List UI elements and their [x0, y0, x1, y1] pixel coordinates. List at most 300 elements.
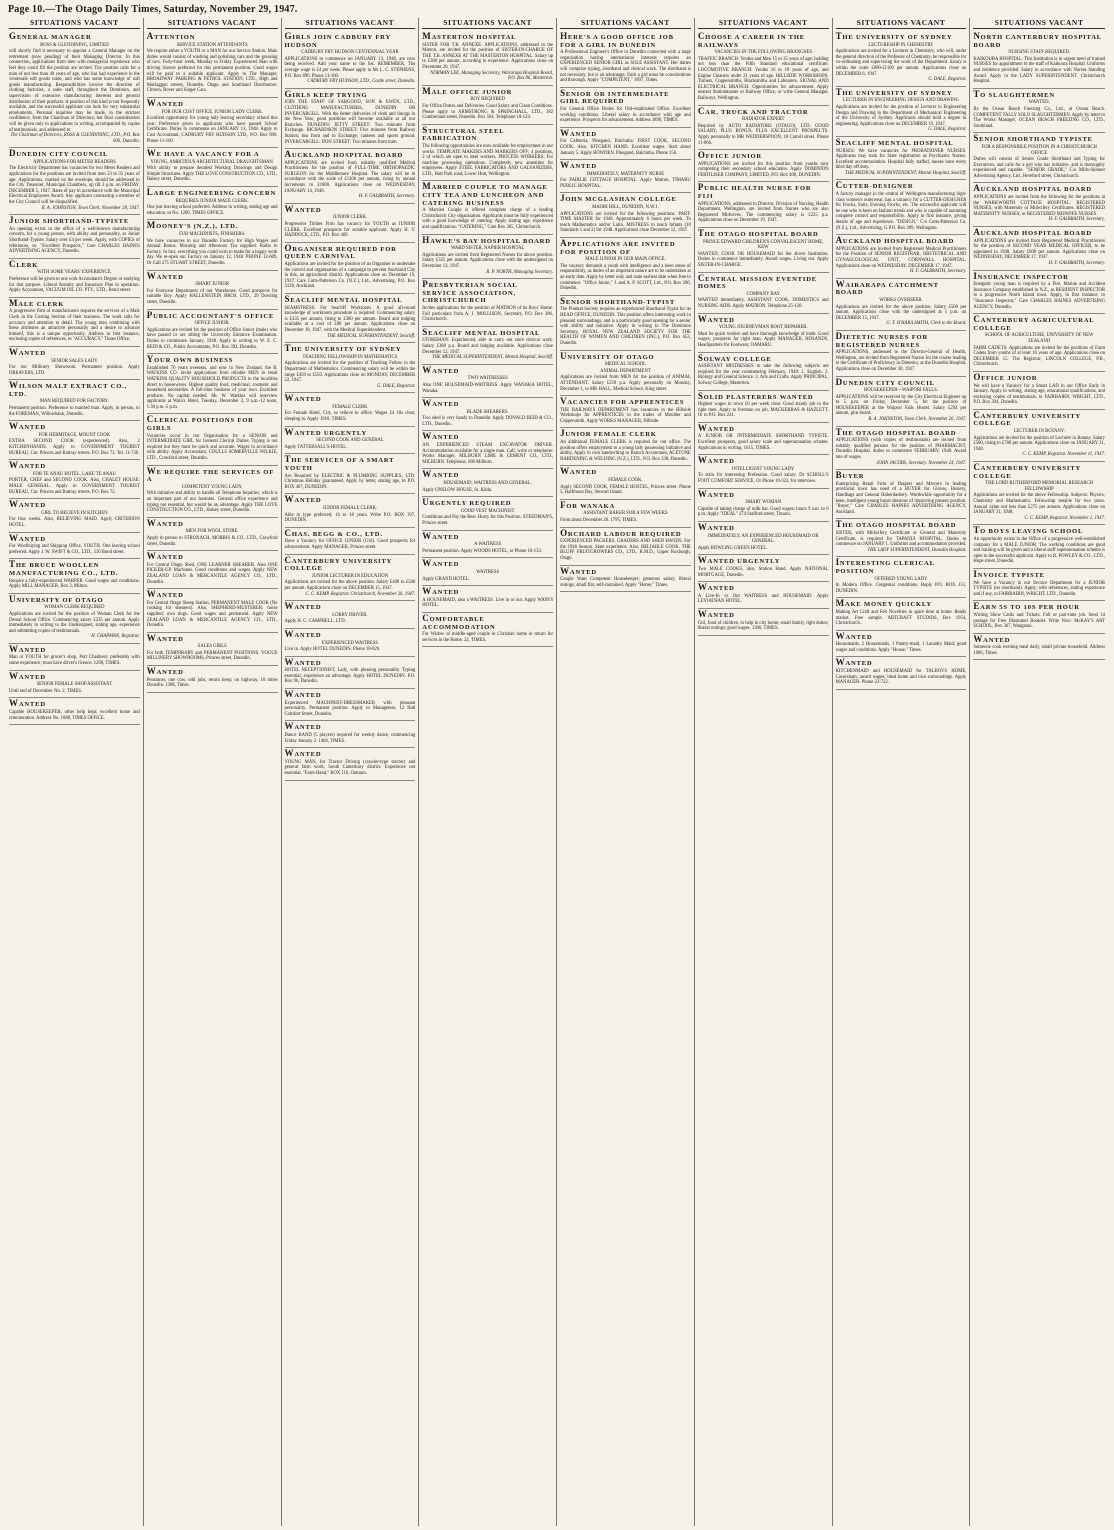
ad-title: WANTED: [560, 466, 597, 477]
classified-ad: [560, 466, 691, 499]
ad-body: Duties will consist of Senior Grade Shorthand and Typing for Executives, and calls for a girl who has initiative, and is thoroughly experienced and capable. "SENIOR GRADE," C/o Mills-Skinner Advertising Agency, Ltd., Hereford street, Christchurch.: [973, 157, 1105, 179]
column-heading: SITUATIONS VACANT: [973, 18, 1105, 29]
ad-title: AUCKLAND HOSPITAL BOARD: [284, 149, 404, 160]
ad-body: NURSES: We have vacancies for PROBATIONER NURSES. Applicants may train for State registration as Psychiatric Nurses. Excellent accommodation. Hospital fully staffed, nurses have every third day off duty.: [835, 148, 967, 171]
ad-title: WANTED: [422, 469, 460, 480]
classified-ad: [9, 215, 140, 259]
ad-title: CANTERBURY UNIVERSITY COLLEGE: [973, 462, 1081, 480]
classified-ad: [9, 698, 140, 725]
ad-title: CUTTER-DESIGNER: [835, 180, 914, 191]
ad-title: WANTED: [973, 633, 1011, 644]
classified-ad: [9, 380, 140, 421]
ad-signature: NORMAN LEE, Managing Secretary, Wairarapa Hospital Board, P.O. Box 96, Masterton.: [430, 70, 554, 82]
ad-subheading: YOUNG, AMBITIOUS ARCHITECTURAL DRAUGHTSMAN.: [150, 159, 274, 165]
ad-subheading: WOMAN CLERK REQUIRED: [44, 605, 105, 611]
ad-subheading: WAITRESS: [476, 569, 500, 575]
ad-body: Live in. Apply HOTEL DUNEDIN. Phone 10-026.: [284, 647, 381, 653]
classified-ad: [147, 187, 278, 220]
ad-body: For FAIRLIE COTTAGE HOSPITAL. Apply Matron, TIMARU PUBLIC HOSPITAL.: [560, 178, 691, 189]
ad-body: A Live-In or Out WAITRESS and HOUSEMAID. Apply LEVIATHAN HOTEL.: [697, 593, 829, 605]
ad-body: Preference will be given to one with Accountant's Degree or studying for that purpose. Liberal Annuity and Insurance Plan in operation. Apply Accountant, VACUUM OIL CO. PTY., LTD., Bond street.: [9, 276, 140, 294]
classified-ad: [836, 631, 967, 658]
ad-subheading: LECTURER IN ENGINEERING DESIGN AND DRAWING: [842, 98, 960, 104]
ad-body: Also ONE HOUSEMAID-WAITRESS. Apply WANAKA HOTEL, Wanaka.: [422, 382, 554, 394]
ad-body: APPLICATIONS are invited from Registered Medical Practitioners for the position of SECOND YEAR MEDICAL OFFICER, to be appointed in 1948. Salary £800 per annum. Applications close on WEDNESDAY, DECEMBER 17, 1947.: [973, 238, 1105, 261]
ad-body: In Modern Office. Congenial conditions. Reply P.O. BOX 151, DUNEDIN.: [835, 583, 967, 594]
ad-subheading: APPLICATIONS FOR METER READERS: [33, 159, 116, 165]
column-8: [970, 18, 1108, 1526]
classified-ad: [836, 598, 967, 630]
classified-ad: [9, 298, 140, 347]
ad-signature: G. DALE, Registrar.: [928, 127, 967, 133]
ad-title: WANTED: [697, 422, 735, 433]
classified-ad: [9, 594, 140, 644]
ad-title: WANTED: [146, 270, 184, 281]
ad-title: WANTED: [560, 160, 597, 171]
ad-subheading: TEACHING FELLOWSHIP IN MATHEMATICS: [302, 354, 398, 360]
ad-body: Vacancies occur in our Organisation for a SENIOR and INTERMEDIATE GIRL for General Clerical Duties. Typing is not required but they must be quick and accurate. Wages in accordance with ability. Apply Accountant, COULLS SOMERVILLE WILKIE, LTD., Crawford street, Dunedin.: [146, 433, 278, 462]
ad-title: WANTED: [422, 431, 460, 442]
classified-ad: [147, 414, 278, 465]
ad-body: Applications are invited from MEN for the position of ANIMAL ATTENDANT. Salary £258 p.a. Apply personally on Monday, December 1, to MR HALL, Medical School, King street.: [560, 375, 691, 392]
ad-title: TO SLAUGHTERMEN: [973, 88, 1055, 99]
classified-ad: [422, 497, 553, 530]
classified-ad: [9, 31, 140, 148]
ad-title: WANTED: [9, 421, 46, 432]
ad-title: WE HAVE A VACANCY FOR A: [146, 148, 260, 159]
classified-ad: [285, 243, 416, 294]
classified-ad: [9, 644, 140, 671]
ad-subheading: FOR A RESPONSIBLE POSITION IN A CHRISTCHURCH OFFICE: [981, 144, 1097, 156]
ad-body: Permanent position. Preference to married man. Apply, in person, to the FOREMAN, Willowbank, Dunedin.: [9, 406, 140, 417]
ad-subheading: LORRY DRIVER.: [332, 612, 368, 618]
ad-body: WANTED immediately, ASSISTANT COOK, DOMESTICS and NURSING AIDS. Apply MATRON. Telephone 25-120.: [697, 298, 829, 309]
ad-title: WANTED URGENTLY: [284, 426, 368, 437]
ad-body: Apply in person to STRONACH, MORRIS & CO., LTD., Crawford street, Dunedin.: [146, 535, 278, 547]
ad-body: For both TEMPORARY and PERMANENT POSITIONS. VOGUE MILLINERY SHOWROOMS, Princes street, Dunedin.: [146, 650, 278, 662]
classified-ad: [560, 160, 691, 193]
ad-title: WANTED: [9, 499, 46, 510]
ad-body: Until end of December. No. 2, TIMES.: [9, 688, 83, 694]
ad-title: WE REQUIRE THE SERVICES OF A: [146, 465, 274, 484]
ad-signature: H. F. GALBRAITH, Secretary.: [909, 269, 967, 275]
ad-body: A Married Couple is offered complete charge of a leading Christchurch City organisation. Applicants must be fully experienced with a good knowledge of catering. Apply stating age, experience and qualifications. "CATERING," Care Box 365, Christchurch.: [422, 208, 554, 231]
ad-title: URGENTLY REQUIRED: [422, 497, 512, 508]
ad-subheading: SERVICE STATION ATTENDANTS: [176, 42, 248, 48]
ad-body: We will have a Vacancy for a Smart LAD in our Office Early in January. Apply in writing, stating age, educational qualifications, and enclosing copies of testimonials, to FAIRBAIRN, WRIGHT, LTD., P.O. Box 394, Dunedin.: [973, 383, 1105, 406]
ad-body: SISTER, with Midwifery Certificate or General and Maternity Certificate, is required for TAPANUI HOSPITAL. Duties to commence on JANUARY 1. Uniforms and accommodation provided.: [835, 530, 967, 548]
ad-subheading: VACANCIES IN THE FOLLOWING BRANCHES: [714, 50, 813, 56]
classified-ad: [285, 555, 416, 602]
classified-ad: [560, 296, 691, 351]
ad-body: Required by AUTO RADIATORS (OTAGO), LTD. GOOD SALARY, PLUS BONUS, PLUS EXCELLENT PROSPECTS. Apply personally to MR WEDDERSPOON, 18 Carroll street. Phone 11-066.: [697, 123, 829, 146]
ad-title: SOLWAY COLLEGE: [697, 352, 772, 363]
ad-title: WANTED: [9, 670, 46, 681]
ad-subheading: YOUNG JOURNEYMAN BOOT REPAIRER.: [718, 325, 808, 331]
ad-subheading: FOR OUR COST OFFICE, JUNIOR LADY CLERK.: [161, 109, 263, 115]
ad-title: WANTED: [9, 643, 46, 654]
ad-title: CLERK: [9, 258, 39, 269]
classified-ad: [285, 721, 416, 748]
ad-body: APPLICATIONS are invited from Registered Medical Practitioners for the Position of SENIOR REGISTRAR, OBSTETRICAL AND GYNAECOLOGICAL UNIT, CORNWALL HOSPITAL. Applications close on WEDNESDAY, DECEMBER 17, 1947.: [835, 246, 967, 269]
classified-ad: [973, 569, 1105, 601]
ad-title: WANTED: [560, 127, 597, 138]
ad-title: NORTH CANTERBURY HOSPITAL BOARD: [973, 31, 1102, 49]
ad-signature: C. C. KEMP, Registrar. November 1, 1947.: [1024, 515, 1105, 521]
ad-body: Applications are invited for the position of an Organiser to undertake the control and organisation of a campaign to prevent Auckland City in this, an agricultural district. Applications close on December 19, 1947. Care Cutts-Patterson Co. (N.Z.), Ltd., Advertising, P.O. Box 3120, Auckland.: [284, 262, 416, 290]
ad-body: Applications are invited for the position of Office Junior (male) who have passed or are sitting the University Entrance Examination. Duties to commence January, 1948. Apply in writing to W. E. C. REID & CO., Public Accountants, P.O. Box 392, Dunedin.: [146, 327, 278, 350]
classified-ad: [836, 519, 967, 557]
ad-title: THE OTAGO HOSPITAL BOARD: [835, 519, 957, 530]
classified-ad: [285, 149, 416, 204]
ad-subheading: BLADE SHEARERS.: [466, 409, 509, 415]
ad-signature: G. DALE, Registrar.: [377, 383, 416, 389]
classified-ad: [422, 586, 553, 613]
column-1: [6, 18, 144, 1526]
ad-title: COMFORTABLE ACCOMMODATION: [422, 612, 496, 631]
ad-body: Girl, fond of children, to help in city home; small family, light duties; liberal outings; good wages. 1306, TIMES.: [697, 620, 829, 632]
classified-ad: [560, 396, 691, 428]
ad-body: From about December 20. 1795, TIMES.: [560, 518, 638, 523]
classified-ad: [422, 235, 553, 280]
ad-title: MALE OFFICE JUNIOR: [422, 85, 513, 96]
ad-title: WANTED: [284, 748, 322, 759]
ad-title: CHAS. BEGG & CO., LTD.: [284, 527, 383, 538]
ad-signature: The Chairman of Directors, ROSS & GLENDINING, LTD., P.O. Box 606, Dunedin.: [10, 133, 140, 144]
classified-ad: [698, 314, 829, 353]
classified-ad: [973, 634, 1105, 661]
ad-signature: H. F. GALBRAITH, Secretary.: [1048, 217, 1105, 223]
classified-ad: [973, 31, 1105, 89]
ad-title: OFFICE JUNIOR: [973, 371, 1038, 382]
classified-ad: [147, 31, 278, 98]
ad-subheading: RADIATOR EXPERT: [742, 117, 785, 123]
ad-body: Capable HOUSEKEEPER; other help kept; excellent home and remuneration. Address No. 1080, TIMES OFFICE.: [9, 710, 140, 721]
ad-title: WILSON MALT EXTRACT CO., LTD.: [9, 380, 128, 398]
ad-body: By the Ocean Beach Freezing Co., Ltd., at Ocean Beach. COMPETENT TALLY SOLO SLAUGHTERMEN. Apply by letter to The Works Manager, OCEAN BEACH FREEZING CO., LTD., Southland.: [973, 106, 1105, 129]
ad-body: Dance BAND (5 players) required for weekly dance, commencing Friday January 2. 1404, TIMES.: [284, 733, 416, 744]
classified-ad: [836, 137, 967, 181]
ad-title: CLERICAL POSITIONS FOR GIRLS: [146, 414, 254, 433]
classified-ad: [836, 377, 967, 427]
classified-ad: [285, 689, 416, 721]
ad-body: We have vacancies in our Dunedin Factory for High Wages and Annual Bonus. Morning and Afternoon Tea supplied. Radio in Factory. In fact, everything you could wish to make for a happy work day. We re-open our Factory on January 12, 1948. PHONE 12-609, Or Call 275 STUART STREET, Dunedin.: [146, 238, 278, 266]
ad-title: HAWKE'S BAY HOSPITAL BOARD: [422, 234, 551, 245]
ad-body: Man or YOUTH for grocer's shop, Port Chalmers; preferably with some experience; must have driver's licence. 1200, TIMES.: [9, 655, 140, 667]
ad-subheading: OFFERED YOUNG LADY: [874, 576, 928, 582]
ad-body: STOREMAN: Experienced, able to carry out store clerical work. Salary £380 p.a. Board and lodging available. Applications close December 12, 1947.: [422, 338, 554, 355]
classified-ad: [422, 86, 553, 125]
ad-subheading: FOR TE ANAU HOTEL, LAKE TE ANAU: [32, 471, 116, 477]
classified-ad: [973, 89, 1105, 134]
ad-body: Apply SECOND COOK, FEMALE HOSTEL, Princes street. Phone 5, Halfmoon Bay, Stewart Island.: [560, 484, 691, 496]
ad-subheading: EXPERIENCED WAITRESS: [321, 640, 378, 646]
ad-body: We have a Vacancy in our Invoice Department for a JUNIOR TYPISTE (no shorthand). Apply, with references, stating experience and if any, to FAIRBAIRN, WRIGHT, LTD., Dunedin.: [973, 580, 1105, 597]
classified-ad: [147, 666, 278, 693]
ad-title: WANTED: [422, 364, 460, 375]
ad-title: WANTED: [422, 586, 460, 597]
ad-title: MASTERTON HOSPITAL: [422, 31, 517, 41]
ad-body: For General Office Duties for Old-established Office. Excellent working conditions. Liberal salary in accordance with age and experience. Prospects for advancement. Address 1896, TIMES.: [560, 106, 691, 124]
ad-title: WANTED: [422, 530, 460, 541]
ad-subheading: FUR MACHINISTS, FINISHERS.: [179, 232, 246, 238]
ad-title: WANTED: [697, 522, 735, 532]
ad-title: WANTED: [284, 721, 322, 732]
classified-ad: [698, 582, 829, 609]
column-6: [695, 18, 833, 1526]
ad-title: JOHN MCGLASHAN COLLEGE: [560, 193, 677, 204]
classified-ad: [698, 228, 829, 273]
ad-body: For Woolbuying and Shipping Office, YOUTH. One leaving school preferred. Apply J. W. SWIFT & CO., LTD., 110 Bond street.: [9, 544, 140, 555]
ad-body: For Office Duties and Deliveries. Good Salary and Clean Conditions. Please apply to ARMSTRONG & SPRINGHALL, LTD., 182 Cumberland street, Dunedin. Box 504. Telephone 10-124.: [422, 103, 554, 121]
ad-body: Have a Vacancy for OFFICE JUNIOR (Girl). Good prospects for advancement. Apply MANAGER, Princes street.: [284, 539, 416, 550]
ad-title: PRESBYTERIAN SOCIAL SERVICE ASSOCIATION, CHRISTCHURCH: [422, 279, 518, 305]
ad-signature: THE LADY SUPERINTENDENT, Dunedin Hospital.: [867, 547, 967, 553]
ad-body: Two shed is very handy to Dunedin. Apply DONALD REID & CO., LTD., Dunedin.: [422, 416, 554, 427]
classified-ad: [973, 227, 1105, 271]
ad-title: MARRIED COUPLE TO MANAGE CITY TEA AND LUNCHEON AND CATERING BUSINESS: [422, 181, 548, 207]
ad-subheading: SENIOR SALES LADY: [51, 358, 98, 364]
classified-ad: [285, 294, 416, 343]
ad-title: THE SERVICES OF A SMART YOUTH: [284, 454, 395, 473]
classified-ad: [285, 601, 416, 629]
ad-title: WANTED: [284, 628, 322, 639]
ad-title: WANTED: [9, 460, 46, 471]
ad-signature: G. T. O'HARA SMITH, Clerk to the Board.: [886, 321, 967, 327]
ad-body: APPLICATIONS will be received by the City Electrical Engineer up to 5 p.m. on Friday, December 5, for the position of HOUSEKEEPER at the Waipori Falls Hostel. Salary £294 per annum, plus board.: [835, 394, 967, 417]
ad-title: GENERAL MANAGER: [9, 31, 92, 41]
ad-title: DIETETIC NURSES FOR REGISTERED NURSES: [835, 330, 929, 349]
ad-subheading: FEMALE CLERK: [332, 404, 368, 410]
ad-body: Excellent opportunity for young lady leaving secondary school this year. Preference given to applicants who have passed School Certificate. Duties to commence on JANUARY 13, 1948. Apply to Cost Accountant, CADBURY FRY HUDSON LTD., P.O. Box 890. Phone 11-160.: [146, 116, 278, 144]
ad-subheading: IMMEDIATELY, MATERNITY NURSE: [586, 171, 665, 177]
classified-ad: [147, 518, 278, 551]
ad-body: For Central Otago Sheep Station, PERMANENT MALE COOK (No cooking for shearers). Also, SHEPHERD-MUSTERER; horse supplied; own dogs. Good wages and permanent. Apply NEW ZEALAND LOAN & MERCANTILE AGENCY CO., LTD., Dunedin.: [146, 600, 278, 629]
ad-title: WANTED: [697, 313, 735, 324]
ad-body: FARM CADETS: Applications are invited for the positions of Farm Cadets from youths of at least 16 years of age. Applications close on DECEMBER 15. The Registrar, LINCOLN COLLEGE, P.B., Christchurch.: [973, 345, 1105, 368]
classified-ad: [698, 182, 829, 228]
classified-ad: [560, 428, 691, 466]
classified-ad: [836, 557, 967, 598]
ad-title: VACANCIES FOR APPRENTICES: [560, 396, 685, 407]
ad-title: WANTED: [146, 666, 184, 677]
classified-ad: [422, 431, 553, 469]
ad-body: A factory manager in the central of Wellington manufacturing high-class women's outerwear, has a vacancy for a CUTTER-DESIGNER for Frocks, Suits, Evening Frocks, etc. The successful applicant will be one who is keen on fashion trends and who is capable of assuming complete control and responsibility. Apply in first instance, giving details of age and experience. "DESIGN," C/o Cutts-Patterson Co. (N.Z.), Ltd., Advertising, G.P.O. Box 309, Wellington.: [835, 192, 967, 231]
ad-body: APPLICATIONS, addressed to the Director-General of Health, Wellington, are invited from Registered Nurses for the course leading to the Certificate of Proficiency in Dietetics, at the Dunedin Hospital. Applications close on December 30, 1947.: [835, 350, 967, 372]
ad-body: KAIKOURA HOSPITAL: This Institution is in urgent need of trained NURSES for appointment to the staff of Kaikoura Hospital. Uniforms and residence provided. Salary in accordance with Nurses Standing Award. Apply to the LADY SUPERINTENDENT, Christchurch Hospital.: [973, 56, 1105, 85]
classified-ad: [422, 181, 553, 234]
ad-subheading: LECTURER IN BOTANY.: [1013, 429, 1065, 435]
ad-subheading: LECTURESHIP IN CHEMISTRY: [868, 42, 934, 48]
classified-ad: [9, 671, 140, 699]
ad-subheading: ROSS & GLENDINING, LIMITED: [40, 42, 109, 48]
ad-body: will shortly find it necessary to appoint a General Manager on the retirement (now pending) of their Managing Director. In this connection, applications from men with managerial experience who feel they could fill the position are invited. The position calls for a man of not less than 40 years of age, who has had experience in the wholesale soft goods trade, and who has some knowledge of soft goods manufacturing. Responsibilities involve the direction of clothing factories, a sales staff, throughout the Dominion, and supervision of extensive manufacturing interests and general distribution of their products. A position of this kind is not frequently available, and the successful applicant can look for very substantial emoluments. Personal inquiries may be made, in the strictest confidence, from the Chairman of Directors; but final consideration will be given only to applications in writing, accompanied by copies of testimonials, and addressed to: [9, 49, 140, 133]
ad-title: THE OTAGO HOSPITAL BOARD: [697, 228, 819, 239]
ad-body: A progressive firm of manufacturers requires the services of a Male Clerk in the Costing Section of their business. The work calls for accuracy and attention to detail. The young man combining with these attributes an attractive personality and a desire to advance himself, this is a unique opportunity. Address in first instance, enclosing copies of references, to "ACCURACY," Times Office.: [9, 309, 140, 343]
ad-title: DUNEDIN CITY COUNCIL: [835, 376, 935, 387]
ad-body: For Cafeteria, Pinegand, Balclutha: FIRST COOK, SECOND COOK. Also, KITCHEN HAND. Excellent wages. Start about January 5. Apply BOWDEN, Pinegand, Balclutha. Phone 156.: [560, 139, 691, 156]
ad-body: Experienced MACHINIST-DRESSMAKER with pleasant personality. Permanent position. Apply to Manageress, 12 Hall Comfort Street, Dunedin.: [284, 700, 416, 717]
ad-body: The following opportunities are now available for employment in our works: TEMPLATE MAKERS AND MARKERS OFF; 4 positions, 2 of which are open to steel workers. PROCESS WORKERS: For machine processing operations. Completely new amenities for employees. Apply STEEL FABRICATORS AND GALVANIZERS, LTD., Hutt Park road, Lower Hutt, Wellington.: [422, 143, 554, 177]
classified-ad: [836, 180, 967, 235]
classified-ad: [560, 528, 691, 566]
classified-ad: [422, 125, 553, 182]
ad-title: SEACLIFF MENTAL HOSPITAL: [835, 136, 954, 147]
ad-signature: H. CHAPMAN, Registrar.: [91, 634, 140, 640]
column-2: [144, 18, 282, 1526]
ad-signature: H. F. GALBRAITH, Secretary.: [1048, 261, 1105, 266]
ad-body: AN EXPERIENCED STEAM EXCAVATOR DRIVER. Accommodation available for a single man. Call, write or telephone: Works Manager, MILBURN LIME & CEMENT CO., LTD., MILBURN. Telephone, 686 Milburn.: [422, 443, 554, 465]
ad-body: THE RAILWAYS DEPARTMENT has vacancies in the Hillside Workshops for APPRENTICES in the trades of Moulder and Coppersmith. Apply WORKS MANAGER, Hillside.: [560, 407, 691, 424]
classified-ad: [560, 193, 691, 238]
ad-body: Applications are invited for the position of Woman Clerk for the Dental School Office. Commencing salary £235 per annum. Apply immediately in writing to the Undersigned, stating age, experience and submitting copies of testimonials.: [9, 611, 140, 634]
ad-subheading: JUNIOR FEMALE CLERK.: [322, 506, 378, 511]
ad-body: YOUNG MAN, for Tractor Driving (crawler-type tractor) and general farm work, South Canterbury district. Experience not essential. "Farm Hand," BOX 116, Oamaru.: [284, 759, 416, 776]
classified-ad: [560, 88, 691, 128]
ad-title: WANTED: [284, 656, 322, 667]
ad-title: MOONEY'S (N.Z.), LTD.: [146, 220, 239, 231]
classified-ad: [285, 454, 416, 494]
ad-subheading: SMART JUNIOR: [195, 282, 229, 288]
ad-signature: R. A. JOHNSTON, Town Clerk. November 28, 1947.: [41, 205, 140, 211]
ad-title: INVOICE TYPISTE: [973, 568, 1045, 579]
ad-signature: H. F. GALBRAITH, Secretary.: [358, 194, 416, 200]
ad-body: APPLICATIONS are invited for this position from youths now completing their secondary school education. Apply DOMINION FERTILISER COMPANY, LIMITED, P.O. Box 400, DUNEDIN.: [697, 161, 829, 178]
ad-title: PUBLIC HEALTH NURSE FOR FIJI: [697, 182, 812, 201]
ad-body: Applications are invited for the above position. Salary £400 to £500 per annum. Applications close on DECEMBER 15, 1947.: [284, 580, 416, 591]
classified-ad: [147, 354, 278, 414]
column-5: [557, 18, 695, 1526]
ad-title: JUNIOR FEMALE CLERK: [560, 428, 657, 439]
ad-body: Apply GRAND HOTEL.: [422, 576, 470, 582]
column-4: [419, 18, 557, 1526]
column-heading: SITUATIONS VACANT: [9, 18, 140, 29]
ad-title: THE UNIVERSITY OF SYDNEY: [835, 86, 953, 97]
classified-ad: [147, 220, 278, 270]
classified-ad: [9, 421, 140, 460]
ad-body: Making Art Craft and Felt Novelties in spare time at home. Ready market. Free sample. ARTCRAFT STUDIOS, Box 1954, Christchurch.: [835, 609, 967, 627]
ad-subheading: SMART WOMAN: [745, 500, 782, 506]
classified-ad: [422, 327, 553, 365]
classified-ad: [973, 271, 1105, 315]
ad-body: Applications are invited for the position of Lecturer in Engineering Design and Drawing in the Department of Mechanical Engineering of the University of Sydney. Applicants should hold a degree in engineering. Applications close on DECEMBER 19, 1947.: [835, 104, 967, 127]
ad-title: APPLICATIONS ARE INVITED FOR POSITION OF: [560, 238, 676, 256]
ad-title: YOUR OWN BUSINESS: [146, 354, 234, 365]
ad-title: SENIOR SHORTHAND-TYPIST: [560, 295, 676, 306]
ad-body: Require a fully-experienced WARPER. Good wages and conditions. Apply MILL MANAGER, Box 2, Milton.: [9, 578, 140, 590]
ad-body: Are Required by ELECTRIC & PLUMBING SUPPLIES, LTD. Christmas Holiday guaranteed. Apply by letter, stating age, to P.O. BOX 467, DUNEDIN.: [284, 473, 416, 490]
classified-ad: [973, 133, 1105, 183]
columns-container: [6, 18, 1108, 1526]
ad-body: The Plunket Society requires an experienced Shorthand-Typist for its HEAD OFFICE, DUNEDIN. This position offers interesting work in pleasant surroundings, and is a particularly good opening for a senior with ability and initiative. Apply in writing to The Dominion Secretary, ROYAL NEW ZEALAND SOCIETY FOR THE HEALTH OF WOMEN AND CHILDREN (INC.), P.O. Box 653, Dunedin.: [560, 307, 691, 346]
ad-subheading: SENIOR FEMALE SHOP ASSISTANT: [36, 682, 113, 688]
ad-title: WANTED: [284, 494, 322, 505]
classified-ad: [698, 522, 829, 555]
ad-body: The vacancy demands a youth with intelligence and a keen sense of responsibility, as duties of an important nature are to be undertaken at an early date. Apply by letter only and state earliest date when free to commence. "Office Junior," J. and A. P. SCOTT, Ltd., P.O. Box 200, Dunedin.: [560, 263, 691, 292]
ad-body: The Electricity Department has vacancies for two Meter Readers and applications for the positions are invited from men 23 to 35 years of age. Applications, marked on the envelope, should be addressed to the City Treasurer, Municipal Chambers, up till 3 p.m. on FRIDAY, DECEMBER 5, 1947. Rates of pay in accordance with the Municipal Electrical Employees Award. Any applicant canvassing a member of the City Council will be disqualified.: [9, 166, 140, 206]
ad-subheading: THE LORD RUTHERFORD MEMORIAL RESEARCH FELLOWSHIP: [985, 481, 1093, 492]
ad-body: Established 70 years overseas, and now in New Zealand, the B. WATKINS CO. invite applications from reliable MEN to retail WATKINS QUALITY HOUSEHOLD PRODUCTS in the localities direct to housewives. Highest quality food, medicinal, cosmetic and household necessities. A full-time business of your own. Excellent products. No capital needed. Mr. W. Watkins will interview applicants at Wain's Hotel, Tuesday, December 2, 9 a.m.-12 noon, 1.30 p.m.-5 p.m.: [146, 365, 278, 410]
classified-ad: [285, 528, 416, 555]
classified-ad: [147, 466, 278, 518]
ad-subheading: MAN REQUIRED FOR FACTORY.: [39, 399, 109, 405]
classified-ad: [147, 148, 278, 187]
classified-ad: [285, 89, 416, 149]
ad-body: KITCHENMAID and HOUSEMAID for TALBOYS HOME, Caversham; award wages; ideal home and nice surroundings. Apply MANAGER. Phone 23-722.: [835, 669, 967, 686]
ad-signature: THE MEDICAL SUPERINTENDENT, Mental Hospital, Seacliff.: [431, 355, 554, 361]
classified-ad: [285, 343, 416, 393]
ad-title: CANTERBURY AGRICULTURAL COLLEGE: [973, 314, 1095, 332]
ad-title: WANTED: [284, 393, 322, 404]
ad-subheading: HOUSEKEEPER—WAIPORI FALLS.: [864, 388, 938, 394]
ad-title: WANTED: [9, 346, 46, 357]
ad-subheading: ANIMAL DEPARTMENT: [600, 368, 651, 374]
ad-body: For four weeks. Also, RELIEVING MAID. Apply CRITERION HOTEL.: [9, 517, 140, 528]
ad-title: SEACLIFF MENTAL HOSPITAL: [422, 326, 541, 337]
classified-ad: [147, 589, 278, 633]
ad-subheading: NURSING STAFF REQUIRED.: [1008, 50, 1071, 56]
ad-subheading: WITH SOME YEARS' EXPERIENCE.: [37, 270, 112, 276]
ad-subheading: JUNIOR LECTURER IN EDUCATION: [311, 573, 388, 579]
classified-ad: [285, 204, 416, 243]
classified-ad: [147, 271, 278, 310]
classified-ad: [147, 633, 278, 666]
ad-title: WAIRARAPA CATCHMENT BOARD: [835, 278, 939, 297]
ad-body: For our Millinery Showroom. Permanent position. Apply DREAVERS, LTD.: [9, 365, 140, 376]
ad-title: UNIVERSITY OF OTAGO: [560, 350, 655, 361]
classified-ad: [422, 31, 553, 86]
ad-body: Applications are invited for a Lecturer in Chemistry, who will, under the general direction of the Professor of Chemistry, be responsible for co-ordinating and supervising the work of the Department. Salary is within the scale £800-£1100 per annum. Applications close on DECEMBER 6, 1947.: [835, 49, 967, 77]
ad-title: WANTED: [835, 630, 873, 641]
ad-title: MAKE MONEY QUICKLY: [835, 598, 933, 609]
ad-title: TO BOYS LEAVING SCHOOL: [973, 525, 1084, 536]
classified-ad: [698, 106, 829, 151]
column-heading: SITUATIONS VACANT: [285, 18, 416, 29]
classified-ad: [560, 128, 691, 160]
ad-body: Housemaids, 2 Housemaids, 1 Pantry-maid, 1 Laundry Maid; good wages and conditions. Apply "House," Times.: [835, 642, 967, 653]
ad-signature: CADBURY FRY HUDSON, LTD., Castle street, Dunedin.: [307, 79, 416, 85]
ad-body: Applications are invited for the above position. Salary £500 per annum. Applications close with the undersigned at 5 p.m. on DECEMBER 15, 1947.: [835, 304, 967, 321]
ad-body: Someone cook evening meal daily, small private household. Address 1086, Times.: [973, 645, 1105, 656]
ad-title: OFFICE JUNIOR: [697, 150, 762, 161]
ad-subheading: WORKS OVERSEER.: [879, 297, 923, 303]
classified-ad: [9, 148, 140, 215]
ad-body: Applications are invited for the above Fellowship. Subjects: Physics, Chemistry and Mathematics. Fellowship tenable for two years. Annual value not less than £275 per annum. Applications close on JANUARY 31, 1948.: [973, 493, 1105, 516]
ad-title: WANTED: [560, 565, 597, 576]
ad-body: For Widow or middle-aged couple in Christian home in return for services in the Home. 22, TIMES.: [422, 632, 554, 643]
ad-signature: R. P. NORTH, Managing Secretary.: [486, 269, 554, 275]
column-heading: SITUATIONS VACANT: [560, 18, 691, 29]
ad-signature: C. C. KEMP, Registrar. Christchurch, November 26, 1947.: [305, 591, 416, 597]
ad-title: WANTED URGENTLY: [697, 555, 781, 566]
ad-body: To train for interesting Profession. Good salary. Dr SCHOLL'S FOOT COMFORT SERVICE. Or Phone 10-322, for interview.: [697, 473, 829, 485]
ad-title: WANTED: [697, 582, 735, 593]
classified-ad: [836, 331, 967, 377]
classified-ad: [698, 609, 829, 636]
classified-ad: [422, 613, 553, 647]
ad-subheading: OFFICE JUNIOR.: [194, 321, 230, 327]
ad-title: WANTED: [697, 488, 735, 499]
ad-subheading: MEDICAL SCHOOL: [604, 362, 646, 368]
ad-body: APPLICATIONS (with copies of testimonials) are invited from suitably qualified persons for the position of PHARMACIST, Dunedin Hospital, duties to commence FEBRUARY, 1948. Award rate of wages.: [835, 438, 967, 461]
ad-title: THE OTAGO HOSPITAL BOARD: [835, 426, 957, 437]
ad-title: FOR WANAKA: [560, 499, 616, 510]
classified-ad: [9, 460, 140, 499]
ad-title: THE BRUCE WOOLLEN MANUFACTURING CO., LTD.: [9, 559, 119, 577]
classified-ad: [836, 427, 967, 471]
ad-subheading: TWO WAITRESSES: [467, 376, 508, 382]
ad-title: WANTED: [9, 532, 46, 543]
